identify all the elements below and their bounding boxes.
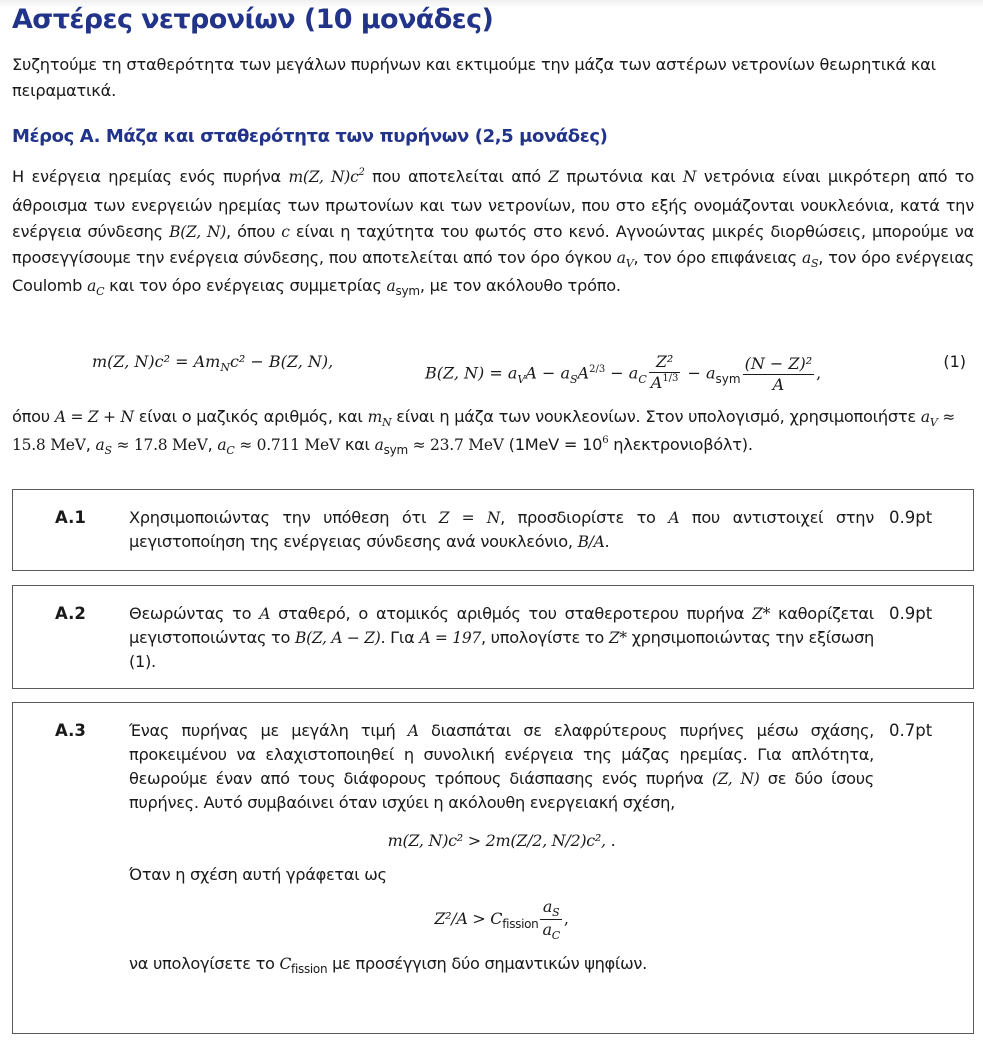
section-paragraph-2 bbox=[12, 404, 974, 461]
text: , όπου bbox=[226, 222, 282, 241]
math: a bbox=[616, 249, 626, 267]
text: Χρησιμοποιώντας την υπόθεση ότι bbox=[129, 508, 439, 527]
text: διασπάται σε ελαφρύτερους πυρήνες μέσω σχάσης, προκειμένου να ελαχιστοποιηθεί η συνολική ενέργεια της μάζας ηρεμίας. Για απλότητα, θεωρούμε έναν από τους διάφορους τρόπους διάσπασης ενός πυρήνα bbox=[129, 721, 874, 788]
math-asym bbox=[386, 277, 420, 298]
math: m(Z, N)c² = Am bbox=[92, 352, 221, 371]
fraction-coulomb bbox=[649, 352, 681, 396]
math-sub: fission bbox=[502, 917, 539, 931]
question-text bbox=[129, 719, 874, 977]
math-sub: S bbox=[104, 444, 112, 457]
math-binding-energy: B(Z, N) bbox=[169, 223, 227, 241]
text: , με τον ακόλουθο τρόπο. bbox=[419, 276, 621, 295]
fraction-symmetry bbox=[743, 354, 815, 395]
math: a bbox=[87, 277, 97, 295]
math-sub: S bbox=[552, 906, 560, 919]
text: , τον όρο επιφάνειας bbox=[633, 248, 802, 267]
math-cfission bbox=[279, 955, 328, 976]
question-id: A.3 bbox=[55, 721, 86, 740]
text: καθορίζεται μεγιστοποιώντας το bbox=[129, 604, 874, 647]
math-sub: V bbox=[929, 416, 938, 429]
equation-1 bbox=[12, 334, 974, 394]
math: a bbox=[542, 897, 553, 916]
numerator: (N − Z)² bbox=[744, 353, 813, 373]
math-c: c bbox=[281, 223, 290, 241]
math: a bbox=[95, 436, 105, 454]
math-sub: fission bbox=[291, 962, 328, 976]
math: Z²/A > C bbox=[434, 909, 503, 928]
math-sub: C bbox=[96, 285, 105, 298]
math: B/A bbox=[577, 533, 605, 551]
question-points: 0.7pt bbox=[889, 721, 933, 740]
text: είναι η μάζα των νουκλεονίων. Στον υπολογισμό, χρησιμοποιήστε bbox=[391, 407, 921, 426]
text: (1MeV = 10 bbox=[503, 435, 603, 454]
math: m bbox=[367, 408, 383, 426]
value-aC bbox=[217, 436, 235, 457]
text: νετρόνια είναι μικρότερη από το άθροισμα των ενεργειών ηρεμίας των πρωτονίων και των νετρονίων, που στο εξής ονομάζονται νουκλεόνια, κατά την ενέργεια σύνδεσης bbox=[12, 167, 975, 241]
denominator: A bbox=[772, 374, 785, 394]
text: είναι ο μαζικός αριθμός, και bbox=[133, 407, 368, 426]
numerator: Z² bbox=[649, 352, 681, 373]
equation-number: (1) bbox=[943, 352, 966, 371]
text: , υπολογίστε το bbox=[480, 628, 609, 647]
math: − a bbox=[682, 363, 716, 383]
math: C bbox=[279, 955, 292, 973]
math: A bbox=[407, 722, 419, 740]
text: και bbox=[339, 435, 375, 454]
question-box-a2 bbox=[12, 585, 974, 689]
math-mass bbox=[288, 168, 364, 186]
text: όπου bbox=[12, 407, 55, 426]
text: με προσέγγιση δύο σημαντικών ψηφίων. bbox=[327, 954, 647, 973]
math: − a bbox=[605, 363, 639, 383]
value: ≈ 23.7 MeV bbox=[407, 436, 504, 454]
math-sup: 2 bbox=[358, 167, 365, 178]
math-aS bbox=[801, 249, 819, 270]
text: που αντιστοιχεί στην μεγιστοποίηση της ενέργειας σύνδεσης ανά νουκλεόνιο, bbox=[129, 508, 874, 551]
math: a bbox=[374, 436, 384, 454]
math: B(Z, N) = a bbox=[425, 363, 518, 383]
math-sub: S bbox=[570, 372, 578, 386]
text: , bbox=[207, 435, 218, 454]
math-sub: N bbox=[382, 416, 392, 429]
math-aC bbox=[87, 277, 105, 298]
value-asym bbox=[374, 436, 408, 457]
text: Ένας πυρήνας με μεγάλη τιμή bbox=[129, 721, 408, 740]
question-points: 0.9pt bbox=[889, 508, 933, 527]
math-sup: 6 bbox=[602, 435, 609, 446]
math-sub: C bbox=[638, 372, 647, 386]
math: A bbox=[259, 605, 271, 623]
math-sub: S bbox=[810, 257, 819, 270]
text: είναι η ταχύτητα του φωτός στο κενό. Αγνοώντας μικρές διορθώσεις, μπορούμε να προσεγγίσουμε την ενέργεια σύνδεσης, που αποτελείται από τον όρο όγκου bbox=[12, 222, 974, 267]
math: (Z, N) bbox=[711, 770, 760, 788]
math-sub: sym bbox=[395, 284, 420, 298]
math: a bbox=[386, 277, 396, 295]
value: ≈ 0.711 MeV bbox=[234, 436, 340, 454]
text: και τον όρο ενέργειας συμμετρίας bbox=[104, 276, 387, 295]
math: a bbox=[920, 408, 930, 426]
math: A = 197 bbox=[419, 629, 481, 647]
math-sub: V bbox=[625, 257, 634, 270]
math: m(Z, N)c² > 2m(Z/2, N/2)c², . bbox=[387, 831, 616, 850]
math-sub: N bbox=[220, 361, 230, 374]
fission-condition bbox=[129, 897, 874, 942]
denominator bbox=[649, 373, 681, 396]
text: Θεωρώντας το bbox=[129, 604, 260, 623]
math-sup: 1/3 bbox=[662, 373, 679, 384]
math-mass-number: A = Z + N bbox=[54, 408, 134, 426]
question-box-a3 bbox=[12, 702, 974, 1034]
question-box-a1 bbox=[12, 489, 974, 571]
math: A bbox=[668, 509, 680, 527]
question-points: 0.9pt bbox=[889, 604, 933, 623]
math: A bbox=[650, 373, 663, 392]
text: ηλεκτρονιοβόλτ). bbox=[608, 435, 753, 454]
question-text bbox=[129, 602, 874, 674]
value: ≈ 17.8 MeV bbox=[111, 436, 208, 454]
fraction-aS-aC bbox=[540, 897, 561, 942]
math: m(Z, N)c bbox=[288, 168, 359, 186]
text: . Για bbox=[380, 628, 420, 647]
text: σταθερό, ο ατομικός αριθμός του σταθεροτερου πυρήνα bbox=[270, 604, 753, 623]
math-sup: 2/3 bbox=[589, 363, 606, 375]
value-aV bbox=[920, 408, 938, 429]
section-paragraph-1 bbox=[12, 164, 974, 301]
math: B(Z, A − Z) bbox=[294, 629, 381, 647]
text: που αποτελείται από bbox=[364, 167, 549, 186]
intro-paragraph: Συζητούμε τη σταθερότητα των μεγάλων πυρήνων και εκτιμούμε την μάζα των αστέρων νετρονίων θεωρητικά και πειραματικά. bbox=[12, 55, 936, 100]
math-sub: sym bbox=[715, 371, 741, 386]
text: να υπολογίσετε το bbox=[129, 954, 280, 973]
section-title: Μέρος A. Μάζα και σταθερότητα των πυρήνων (2,5 μονάδες) bbox=[12, 126, 608, 147]
math-sub: C bbox=[226, 444, 235, 457]
mass-equation bbox=[92, 352, 334, 374]
math-mN bbox=[367, 408, 392, 429]
value: ≈ 15.8 MeV bbox=[12, 408, 955, 454]
math: A − a bbox=[525, 363, 570, 383]
denominator bbox=[540, 920, 561, 942]
text: . bbox=[604, 532, 610, 551]
question-id: A.2 bbox=[55, 604, 86, 623]
value-aS bbox=[95, 436, 112, 457]
question-id: A.1 bbox=[55, 508, 86, 527]
text: , τον όρο ενέργειας Coulomb bbox=[12, 248, 974, 295]
question-final-paragraph bbox=[129, 952, 874, 977]
math: Z = N bbox=[438, 509, 501, 527]
numerator bbox=[540, 897, 561, 920]
math: , bbox=[816, 363, 822, 383]
math: , bbox=[563, 909, 569, 928]
text: Όταν η σχέση αυτή γράφεται ως bbox=[129, 865, 387, 884]
text: Η ενέργεια ηρεμίας ενός πυρήνα bbox=[12, 167, 289, 186]
math-Z: Z bbox=[548, 168, 559, 186]
question-text bbox=[129, 506, 874, 554]
math: a bbox=[801, 249, 811, 267]
binding-energy-equation bbox=[425, 352, 821, 396]
math-N: N bbox=[682, 168, 697, 186]
math: a bbox=[217, 436, 227, 454]
math-sub: sym bbox=[383, 443, 408, 457]
math: Z* bbox=[608, 629, 627, 647]
math-sub: C bbox=[551, 929, 560, 942]
math-aV bbox=[616, 249, 634, 270]
math: Z* bbox=[752, 605, 771, 623]
text: σε δύο ίσους πυρήνες. Αυτό συμβαόινει όταν ισχύει η ακόλουθη ενεργειακή σχέση, bbox=[129, 769, 874, 812]
math-sub: V bbox=[517, 372, 526, 386]
fission-inequality bbox=[129, 829, 874, 853]
text: χρησιμοποιώντας την εξίσωση (1). bbox=[129, 628, 875, 671]
text: , bbox=[85, 435, 96, 454]
document-title: Αστέρες νετρονίων (10 μονάδες) bbox=[12, 4, 494, 35]
text: , προσδιορίστε το bbox=[500, 508, 669, 527]
question-paragraph bbox=[129, 719, 874, 815]
math: A bbox=[577, 363, 590, 383]
math: a bbox=[542, 920, 552, 939]
math: c² − B(Z, N), bbox=[229, 352, 334, 371]
text: πρωτόνια και bbox=[558, 167, 683, 186]
